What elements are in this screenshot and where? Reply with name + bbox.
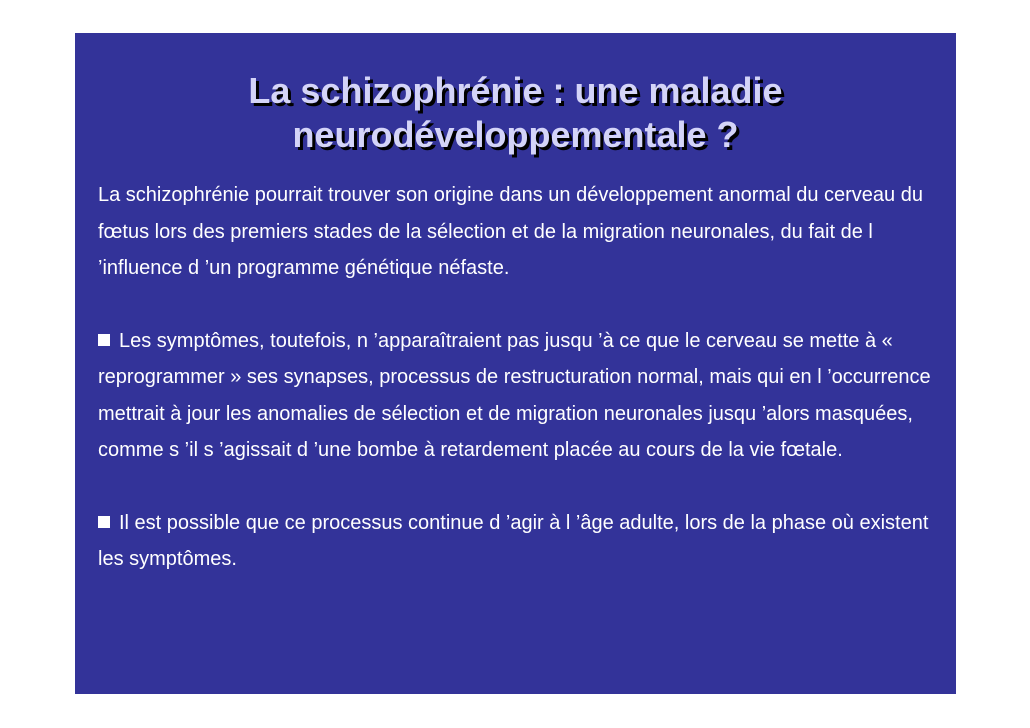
- slide-body: [98, 177, 943, 578]
- square-bullet-icon: [98, 516, 110, 528]
- intro-paragraph: La schizophrénie pourrait trouver son origine dans un développement anormal du cerveau du fœtus lors des premiers stades de la sélection et de la migration neuronales, du fait de l ’influence d ’un programme génétique néfaste.: [98, 184, 923, 279]
- bullet-text-1: Les symptômes, toutefois, n ’apparaîtraient pas jusqu ’à ce que le cerveau se mette à « reprogrammer » ses synapses, processus de restructuration normal, mais qui en l ’occurrence mettrait à jour les anomalies de sélection et de migration neuronales jusqu ’alors masquées, comme s ’il s ’agissait d ’une bombe à retardement placée au cours de la vie fœtale.: [98, 329, 931, 461]
- square-bullet-icon: [98, 334, 110, 346]
- bullet-paragraph-1: [98, 323, 943, 469]
- bullet-paragraph-2: [98, 505, 943, 578]
- slide-title: [75, 69, 956, 157]
- slide-title-line-1: La schizophrénie : une maladie: [248, 70, 783, 111]
- slide-title-line-2: neurodéveloppementale ?: [292, 114, 739, 155]
- slide: [75, 33, 956, 694]
- bullet-text-2: Il est possible que ce processus continue d ’agir à l ’âge adulte, lors de la phase où existent les symptômes.: [98, 511, 929, 570]
